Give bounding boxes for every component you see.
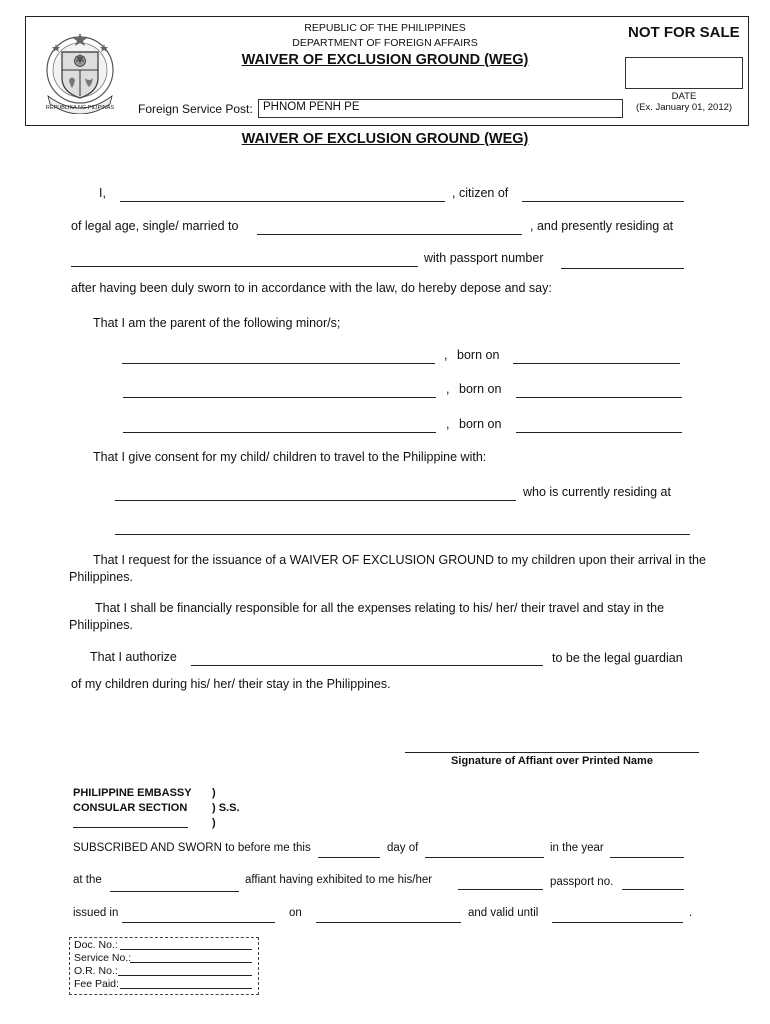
- issued-date-line[interactable]: [316, 922, 461, 923]
- address-line[interactable]: [71, 266, 418, 267]
- authorize-label: That I authorize: [90, 650, 177, 664]
- signature-label: Signature of Affiant over Printed Name: [451, 755, 653, 767]
- minor-name-line-3[interactable]: [123, 432, 436, 433]
- comma-1: ,: [444, 348, 448, 362]
- consent-statement: That I give consent for my child/ children to travel to the Philippine with:: [93, 450, 487, 464]
- affiant-label: affiant having exhibited to me his/her: [245, 874, 433, 886]
- birthdate-line-2[interactable]: [516, 397, 682, 398]
- valid-until-label: and valid until: [468, 907, 539, 919]
- born-on-label-3: born on: [459, 417, 502, 431]
- affiant-name-line[interactable]: [120, 201, 445, 202]
- signature-line[interactable]: [405, 752, 699, 753]
- minor-name-line-1[interactable]: [122, 363, 435, 364]
- embassy-label: PHILIPPINE EMBASSY: [73, 787, 192, 799]
- on-label: on: [289, 907, 302, 919]
- document-title: WAIVER OF EXCLUSION GROUND (WEG): [241, 131, 529, 147]
- legal-age-label: of legal age, single/ married to: [71, 219, 239, 233]
- request-statement: That I request for the issuance of a WAIVER OF EXCLUSION GROUND to my children upon their arrival in the Philippines.: [69, 553, 706, 584]
- parent-statement: That I am the parent of the following minor/s;: [93, 316, 341, 330]
- date-example: (Ex. January 01, 2012): [635, 102, 733, 113]
- minor-name-line-2[interactable]: [123, 397, 436, 398]
- date-label: DATE: [671, 91, 697, 102]
- day-line[interactable]: [318, 857, 380, 858]
- notarial-notes-box: [69, 937, 259, 995]
- doc-no-label: Doc. No.:: [74, 939, 118, 951]
- birthdate-line-3[interactable]: [516, 432, 682, 433]
- during-stay-statement: of my children during his/ her/ their stay in the Philippines.: [71, 677, 391, 691]
- consular-label: CONSULAR SECTION: [73, 802, 188, 814]
- foreign-service-post-field[interactable]: PHNOM PENH PE: [258, 99, 623, 118]
- jurat-passport-line[interactable]: [622, 889, 684, 890]
- subscribed-label: SUBSCRIBED AND SWORN to before me this: [73, 842, 311, 854]
- citizen-of-label: , citizen of: [452, 186, 509, 200]
- passport-no-label: passport no.: [550, 876, 614, 888]
- not-for-sale-label: NOT FOR SALE: [628, 24, 740, 41]
- day-of-label: day of: [387, 842, 419, 854]
- or-no-label: O.R. No.:: [74, 965, 118, 977]
- service-no-label: Service No.:: [74, 952, 132, 964]
- valid-until-line[interactable]: [552, 922, 683, 923]
- currently-residing-label: who is currently residing at: [523, 485, 671, 499]
- birthdate-line-1[interactable]: [513, 363, 680, 364]
- guardian-name-line[interactable]: [191, 665, 543, 666]
- issued-in-label: issued in: [73, 907, 119, 919]
- form-title: WAIVER OF EXCLUSION GROUND (WEG): [241, 52, 529, 68]
- post-label: Foreign Service Post:: [138, 102, 253, 116]
- year-line[interactable]: [610, 857, 684, 858]
- residing-label: , and presently residing at: [530, 219, 674, 233]
- guardian-label: to be the legal guardian: [552, 651, 683, 665]
- department-label: DEPARTMENT OF FOREIGN AFFAIRS: [292, 37, 478, 49]
- comma-3: ,: [446, 417, 450, 431]
- spouse-line[interactable]: [257, 234, 522, 235]
- passport-label: with passport number: [424, 251, 544, 265]
- fee-paid-line[interactable]: [120, 988, 252, 989]
- citizenship-line[interactable]: [522, 201, 684, 202]
- comma-2: ,: [446, 382, 450, 396]
- sworn-statement: after having been duly sworn to in accordance with the law, do hereby depose and say:: [71, 281, 552, 295]
- or-no-line[interactable]: [118, 975, 252, 976]
- id-type-line[interactable]: [458, 889, 543, 890]
- at-the-label: at the: [73, 874, 102, 886]
- date-field[interactable]: [625, 57, 743, 89]
- service-no-line[interactable]: [130, 962, 252, 963]
- born-on-label-2: born on: [459, 382, 502, 396]
- location-line[interactable]: [110, 891, 239, 892]
- issued-place-line[interactable]: [122, 922, 275, 923]
- month-line[interactable]: [425, 857, 544, 858]
- companion-address-line[interactable]: [115, 534, 690, 535]
- paren-1: ): [212, 787, 216, 799]
- born-on-label-1: born on: [457, 348, 500, 362]
- i-label: I,: [99, 186, 106, 200]
- in-the-year-label: in the year: [550, 842, 604, 854]
- paren-3: ): [212, 817, 216, 829]
- companion-name-line[interactable]: [115, 500, 516, 501]
- doc-no-line[interactable]: [120, 949, 252, 950]
- seal-text: REPUBLIKA NG PILIPINAS: [45, 105, 115, 111]
- consular-location-line[interactable]: [73, 827, 188, 828]
- republic-label: REPUBLIC OF THE PHILIPPINES: [304, 22, 466, 34]
- passport-number-line[interactable]: [561, 268, 684, 269]
- financial-statement: That I shall be financially responsible for all the expenses relating to his/ her/ their travel and stay in the Philippines.: [69, 601, 665, 632]
- fee-paid-label: Fee Paid:: [74, 978, 119, 990]
- ss-label: ) S.S.: [212, 802, 240, 814]
- period: .: [689, 907, 693, 919]
